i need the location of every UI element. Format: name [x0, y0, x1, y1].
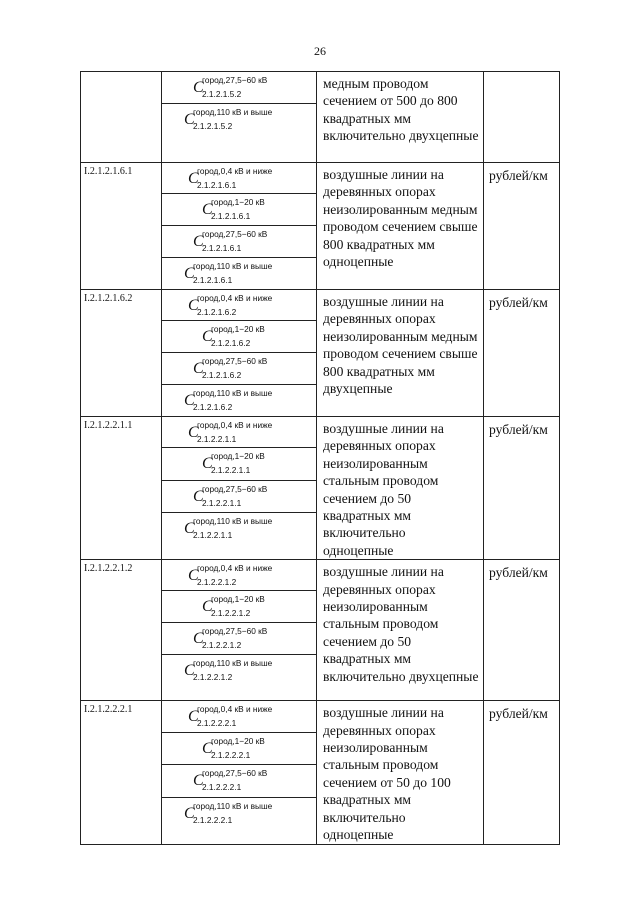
formula-cell — [162, 732, 317, 765]
row-code: I.2.1.2.1.6.1 — [81, 163, 162, 290]
row-description: медным проводом сечением от 500 до 800 квадратных мм включительно двухцепные — [317, 72, 484, 163]
row-unit: рублей/км — [484, 163, 560, 290]
formula-symbol: C — [193, 487, 204, 505]
row-unit: рублей/км — [484, 560, 560, 701]
formula-superscript: город,110 кВ и выше — [193, 107, 273, 117]
formula-cell — [162, 417, 317, 448]
formula-symbol: C — [202, 739, 213, 757]
formula-subscript: 2.1.2.2.1.1 — [193, 530, 233, 541]
formula-symbol: C — [193, 233, 204, 250]
formula-cell — [162, 623, 317, 655]
formula-symbol: C — [193, 772, 204, 790]
formula-cell — [162, 226, 317, 258]
formula-superscript: город,1−20 кВ — [211, 197, 265, 207]
formula-cell — [162, 480, 317, 513]
formula-cell — [162, 258, 317, 290]
table-row — [81, 560, 560, 591]
formula-subscript: 2.1.2.2.1.2 — [193, 672, 233, 683]
formula-superscript: город,27,5−60 кВ — [202, 768, 268, 779]
formula-cell — [162, 194, 317, 226]
formula-symbol: C — [202, 328, 213, 345]
page-number: 26 — [314, 44, 326, 58]
formula-cell — [162, 448, 317, 481]
formula-superscript: город,27,5−60 кВ — [202, 356, 268, 366]
formula-subscript: 2.1.2.1.6.1 — [202, 243, 242, 253]
formula-subscript: 2.1.2.2.1.1 — [211, 465, 251, 476]
row-unit: рублей/км — [484, 417, 560, 560]
formula-cell — [162, 797, 317, 844]
formula-cell — [162, 513, 317, 560]
row-unit — [484, 72, 560, 163]
row-unit: рублей/км — [484, 701, 560, 844]
row-code: I.2.1.2.2.2.1 — [81, 701, 162, 844]
formula-subscript: 2.1.2.1.6.2 — [202, 370, 242, 380]
formula-symbol: C — [202, 455, 213, 473]
formula-symbol: C — [193, 360, 204, 377]
formula-cell — [162, 163, 317, 194]
formula-superscript: город,0,4 кВ и ниже — [197, 166, 273, 176]
formula-symbol: C — [184, 392, 195, 409]
formula-symbol: C — [193, 79, 204, 96]
formula-subscript: 2.1.2.1.6.1 — [193, 275, 233, 285]
row-description: воздушные линии на деревянных опорах неизолированным стальным проводом сечением от 50 до 100 квадратных мм включительно одноцепные — [317, 701, 484, 844]
row-description: воздушные линии на деревянных опорах неизолированным медным проводом сечением свыше 800 квадратных мм одноцепные — [317, 163, 484, 290]
formula-superscript: город,1−20 кВ — [211, 324, 265, 334]
formula-superscript: город,110 кВ и выше — [193, 800, 273, 811]
formula-superscript: город,110 кВ и выше — [193, 658, 273, 669]
formula-symbol: C — [184, 520, 195, 538]
formula-cell — [162, 385, 317, 417]
formula-superscript: город,1−20 кВ — [211, 594, 265, 605]
row-description: воздушные линии на деревянных опорах неизолированным стальным проводом сечением до 50 квадратных мм включительно двухцепные — [317, 560, 484, 701]
tariff-table — [80, 71, 560, 845]
formula-symbol: C — [202, 201, 213, 218]
formula-subscript: 2.1.2.1.5.2 — [202, 89, 242, 99]
formula-superscript: город,27,5−60 кВ — [202, 626, 268, 637]
formula-subscript: 2.1.2.1.5.2 — [193, 121, 233, 131]
table-row — [81, 72, 560, 104]
formula-cell — [162, 560, 317, 591]
formula-subscript: 2.1.2.2.1.1 — [202, 497, 242, 508]
formula-subscript: 2.1.2.2.2.1 — [197, 718, 237, 729]
row-description: воздушные линии на деревянных опорах неизолированным стальным проводом сечением до 50 квадратных мм включительно одноцепные — [317, 417, 484, 560]
formula-subscript: 2.1.2.2.2.1 — [202, 782, 242, 793]
formula-cell — [162, 72, 317, 104]
formula-subscript: 2.1.2.1.6.1 — [197, 180, 237, 190]
row-description: воздушные линии на деревянных опорах неизолированным медным проводом сечением свыше 800 квадратных мм двухцепные — [317, 290, 484, 417]
row-code — [81, 72, 162, 163]
formula-superscript: город,110 кВ и выше — [193, 516, 273, 527]
formula-symbol: C — [184, 111, 195, 128]
formula-symbol: C — [202, 598, 213, 616]
row-code: I.2.1.2.1.6.2 — [81, 290, 162, 417]
table-row — [81, 290, 560, 321]
formula-superscript: город,0,4 кВ и ниже — [197, 704, 273, 715]
formula-symbol: C — [193, 630, 204, 648]
formula-superscript: город,0,4 кВ и ниже — [197, 563, 273, 574]
formula-symbol: C — [184, 804, 195, 822]
formula-symbol: C — [184, 265, 195, 282]
formula-subscript: 2.1.2.2.2.1 — [193, 814, 233, 825]
formula-cell — [162, 701, 317, 732]
formula-subscript: 2.1.2.2.1.2 — [202, 640, 242, 651]
formula-cell — [162, 765, 317, 798]
formula-symbol: C — [188, 424, 199, 441]
formula-subscript: 2.1.2.1.6.2 — [197, 307, 237, 317]
formula-subscript: 2.1.2.1.6.2 — [193, 402, 233, 412]
formula-subscript: 2.1.2.2.1.2 — [211, 608, 251, 619]
row-code: I.2.1.2.2.1.1 — [81, 417, 162, 560]
row-unit: рублей/км — [484, 290, 560, 417]
formula-cell — [162, 655, 317, 701]
formula-superscript: город,1−20 кВ — [211, 735, 265, 746]
formula-superscript: город,110 кВ и выше — [193, 261, 273, 271]
table-body — [81, 72, 560, 845]
table-row — [81, 417, 560, 448]
formula-cell — [162, 321, 317, 353]
formula-superscript: город,27,5−60 кВ — [202, 483, 268, 494]
formula-cell — [162, 104, 317, 163]
table-row — [81, 163, 560, 194]
formula-symbol: C — [188, 708, 199, 726]
formula-superscript: город,0,4 кВ и ниже — [197, 420, 273, 430]
formula-superscript: город,27,5−60 кВ — [202, 75, 268, 85]
formula-subscript: 2.1.2.2.2.1 — [211, 749, 251, 760]
formula-superscript: город,110 кВ и выше — [193, 388, 273, 398]
formula-subscript: 2.1.2.2.1.1 — [197, 434, 237, 444]
formula-superscript: город,27,5−60 кВ — [202, 229, 268, 239]
formula-symbol: C — [184, 662, 195, 680]
formula-subscript: 2.1.2.1.6.1 — [211, 211, 251, 221]
formula-superscript: город,1−20 кВ — [211, 451, 265, 462]
formula-subscript: 2.1.2.1.6.2 — [211, 338, 251, 348]
formula-symbol: C — [188, 170, 199, 187]
formula-superscript: город,0,4 кВ и ниже — [197, 293, 273, 303]
formula-cell — [162, 353, 317, 385]
formula-symbol: C — [188, 567, 199, 585]
row-code: I.2.1.2.2.1.2 — [81, 560, 162, 701]
formula-symbol: C — [188, 297, 199, 314]
table-row — [81, 701, 560, 732]
formula-cell — [162, 591, 317, 623]
formula-subscript: 2.1.2.2.1.2 — [197, 577, 237, 588]
formula-cell — [162, 290, 317, 321]
